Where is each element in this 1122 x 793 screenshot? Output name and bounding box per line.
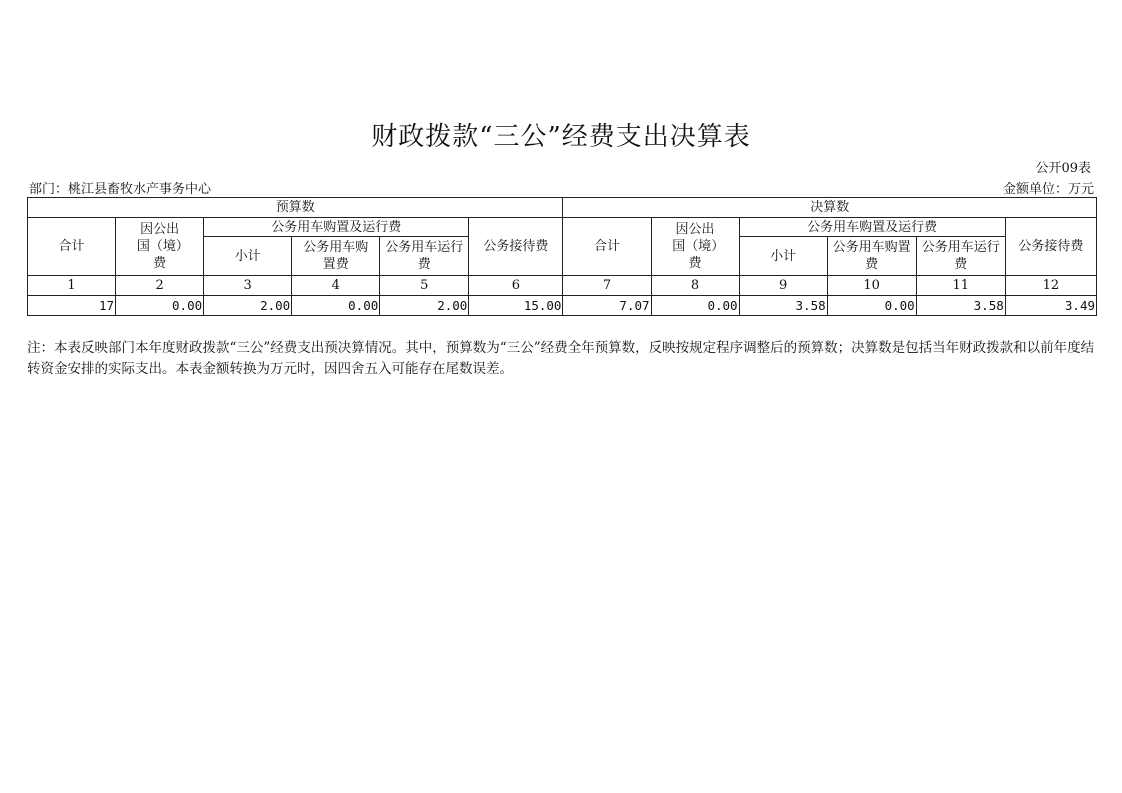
budget-vehicle-group-header: 公务用车购置及运行费	[204, 218, 469, 237]
page-title: 财政拨款“三公”经费支出决算表	[371, 122, 751, 152]
header-row	[28, 218, 1097, 237]
footnote: 注：本表反映部门本年度财政拨款“三公”经费支出预决算情况。其中，预算数为“三公”经费全年预算数，反映按规定程序调整后的预算数；决算数是包括当年财政拨款和以前年度结转资金安排的实际支出。本表金额转换为万元时，因四舍五入可能存在尾数误差。	[27, 340, 1095, 377]
final-group-header: 决算数	[563, 198, 1097, 218]
final-subtotal-value: 3.58	[739, 296, 827, 316]
final-vehicle-purchase-header: 公务用车购置费	[827, 237, 916, 276]
budget-abroad-header: 因公出国（境）费	[116, 218, 204, 276]
column-number: 8	[651, 276, 739, 296]
final-vehicle-purchase-value: 0.00	[827, 296, 916, 316]
budget-reception-value: 15.00	[469, 296, 563, 316]
expense-table	[27, 197, 1097, 316]
final-abroad-value: 0.00	[651, 296, 739, 316]
column-number: 1	[28, 276, 116, 296]
column-number: 4	[292, 276, 380, 296]
column-number: 7	[563, 276, 651, 296]
column-number: 11	[916, 276, 1005, 296]
form-number: 公开09表	[1035, 161, 1091, 176]
budget-vehicle-operation-header: 公务用车运行费	[380, 237, 469, 276]
budget-vehicle-operation-value: 2.00	[380, 296, 469, 316]
column-number: 12	[1005, 276, 1096, 296]
final-vehicle-group-header: 公务用车购置及运行费	[739, 218, 1005, 237]
final-reception-header: 公务接待费	[1005, 218, 1096, 276]
final-abroad-header: 因公出国（境）费	[651, 218, 739, 276]
budget-group-header: 预算数	[28, 198, 563, 218]
amount-unit-label: 金额单位：万元	[1002, 182, 1094, 197]
budget-subtotal-value: 2.00	[204, 296, 292, 316]
department-label: 部门：桃江县畜牧水产事务中心	[29, 182, 212, 197]
column-number: 5	[380, 276, 469, 296]
budget-reception-header: 公务接待费	[469, 218, 563, 276]
final-total-header: 合计	[563, 218, 651, 276]
column-number: 10	[827, 276, 916, 296]
budget-vehicle-purchase-value: 0.00	[292, 296, 380, 316]
final-reception-value: 3.49	[1005, 296, 1096, 316]
group-header-row	[28, 198, 1097, 218]
final-vehicle-operation-header: 公务用车运行费	[916, 237, 1005, 276]
budget-abroad-value: 0.00	[116, 296, 204, 316]
column-number-row	[28, 276, 1097, 296]
value-row	[28, 296, 1097, 316]
budget-vehicle-purchase-header: 公务用车购置费	[292, 237, 380, 276]
final-vehicle-operation-value: 3.58	[916, 296, 1005, 316]
column-number: 2	[116, 276, 204, 296]
final-total-value: 7.07	[563, 296, 651, 316]
column-number: 6	[469, 276, 563, 296]
column-number: 3	[204, 276, 292, 296]
final-subtotal-header: 小计	[739, 237, 827, 276]
budget-subtotal-header: 小计	[204, 237, 292, 276]
budget-total-value: 17	[28, 296, 116, 316]
column-number: 9	[739, 276, 827, 296]
budget-total-header: 合计	[28, 218, 116, 276]
